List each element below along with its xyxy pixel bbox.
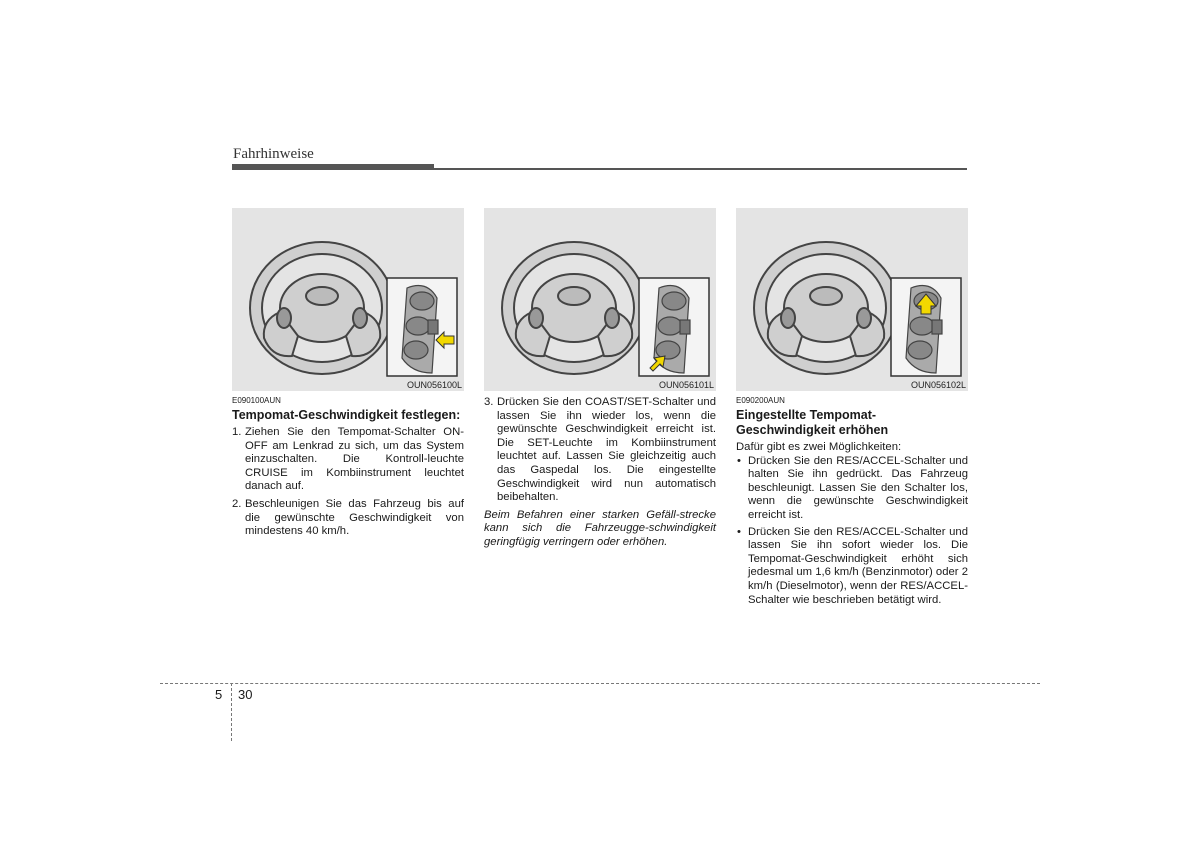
list-text: Ziehen Sie den Tempomat-Schalter ON-OFF am Lenkrad zu sich, um das System einzuschalten. Die Kontroll-leuchte CRUISE im Kombiinstrument leuchtet danach auf. xyxy=(245,426,464,493)
bullet-text: Drücken Sie den RES/ACCEL-Schalter und halten Sie ihn gedrückt. Das Fahrzeug beschleunigt. Lassen Sie den Schalter los, wenn die gewünschte Geschwindigkeit erreicht ist. xyxy=(748,454,968,521)
page-number: 30 xyxy=(238,687,253,702)
bullet-item xyxy=(736,526,968,608)
header-rule-thick xyxy=(232,164,434,170)
figure-steering-wheel-coast-set xyxy=(484,208,716,391)
bullet-text: Drücken Sie den RES/ACCEL-Schalter und lassen Sie ihn sofort wieder los. Die Tempomat-Geschwindigkeit erhöht sich jedesmal um 1,6 km/h (Benzinmotor) oder 2 km/h (Dieselmotor), wenn der RES/ACCEL-Schalter wie beschrieben betätigt wird. xyxy=(748,525,968,606)
footer-rule xyxy=(160,683,1040,684)
section-code: E090100AUN xyxy=(232,396,281,405)
section-heading: Eingestellte Tempomat-Geschwindigkeit erhöhen xyxy=(736,408,889,437)
bullet-symbol: • xyxy=(737,454,741,467)
steering-wheel-illustration xyxy=(736,208,968,391)
list-item xyxy=(484,396,716,505)
figure-steering-wheel-res-accel xyxy=(736,208,968,391)
list-number: 2. xyxy=(232,497,242,510)
figure-steering-wheel-cancel xyxy=(232,208,464,391)
note-text: Beim Befahren einer starken Gefäll-strecke kann sich die Fahrzeugge-schwindigkeit geringfügig verringern oder erhöhen. xyxy=(484,508,716,548)
header-rule-thin xyxy=(434,168,967,170)
column-2 xyxy=(484,396,716,550)
section-code: E090200AUN xyxy=(736,396,785,405)
list-number: 3. xyxy=(484,396,494,408)
section-title: Fahrhinweise xyxy=(233,146,314,162)
list-number: 1. xyxy=(232,426,242,438)
figure-code: OUN056100L xyxy=(406,380,462,390)
footer-divider xyxy=(231,683,232,741)
figure-code: OUN056101L xyxy=(658,380,714,390)
bullet-item xyxy=(736,455,968,523)
column-1 xyxy=(232,396,464,543)
intro-text: Dafür gibt es zwei Möglichkeiten: xyxy=(736,441,902,453)
list-item xyxy=(232,426,464,494)
list-text: Beschleunigen Sie das Fahrzeug bis auf die gewünschte Geschwindigkeit von mindestens 40 km/h. xyxy=(245,497,464,538)
chapter-number: 5 xyxy=(215,687,223,702)
section-heading: Tempomat-Geschwindigkeit festlegen: xyxy=(232,408,461,422)
column-3 xyxy=(736,396,968,610)
steering-wheel-illustration xyxy=(484,208,716,391)
figure-code: OUN056102L xyxy=(910,380,966,390)
steering-wheel-illustration xyxy=(232,208,464,391)
list-item xyxy=(232,498,464,539)
bullet-symbol: • xyxy=(737,525,741,538)
list-text: Drücken Sie den COAST/SET-Schalter und lassen Sie ihn wieder los, wenn die gewünschte Geschwindigkeit erreicht ist. Die SET-Leuchte im Kombiinstrument leuchtet auf. Lassen Sie gleichzeitig auch das Gaspedal los. Die eingestellte Geschwindigkeit wird nun automatisch beibehalten. xyxy=(497,396,716,504)
